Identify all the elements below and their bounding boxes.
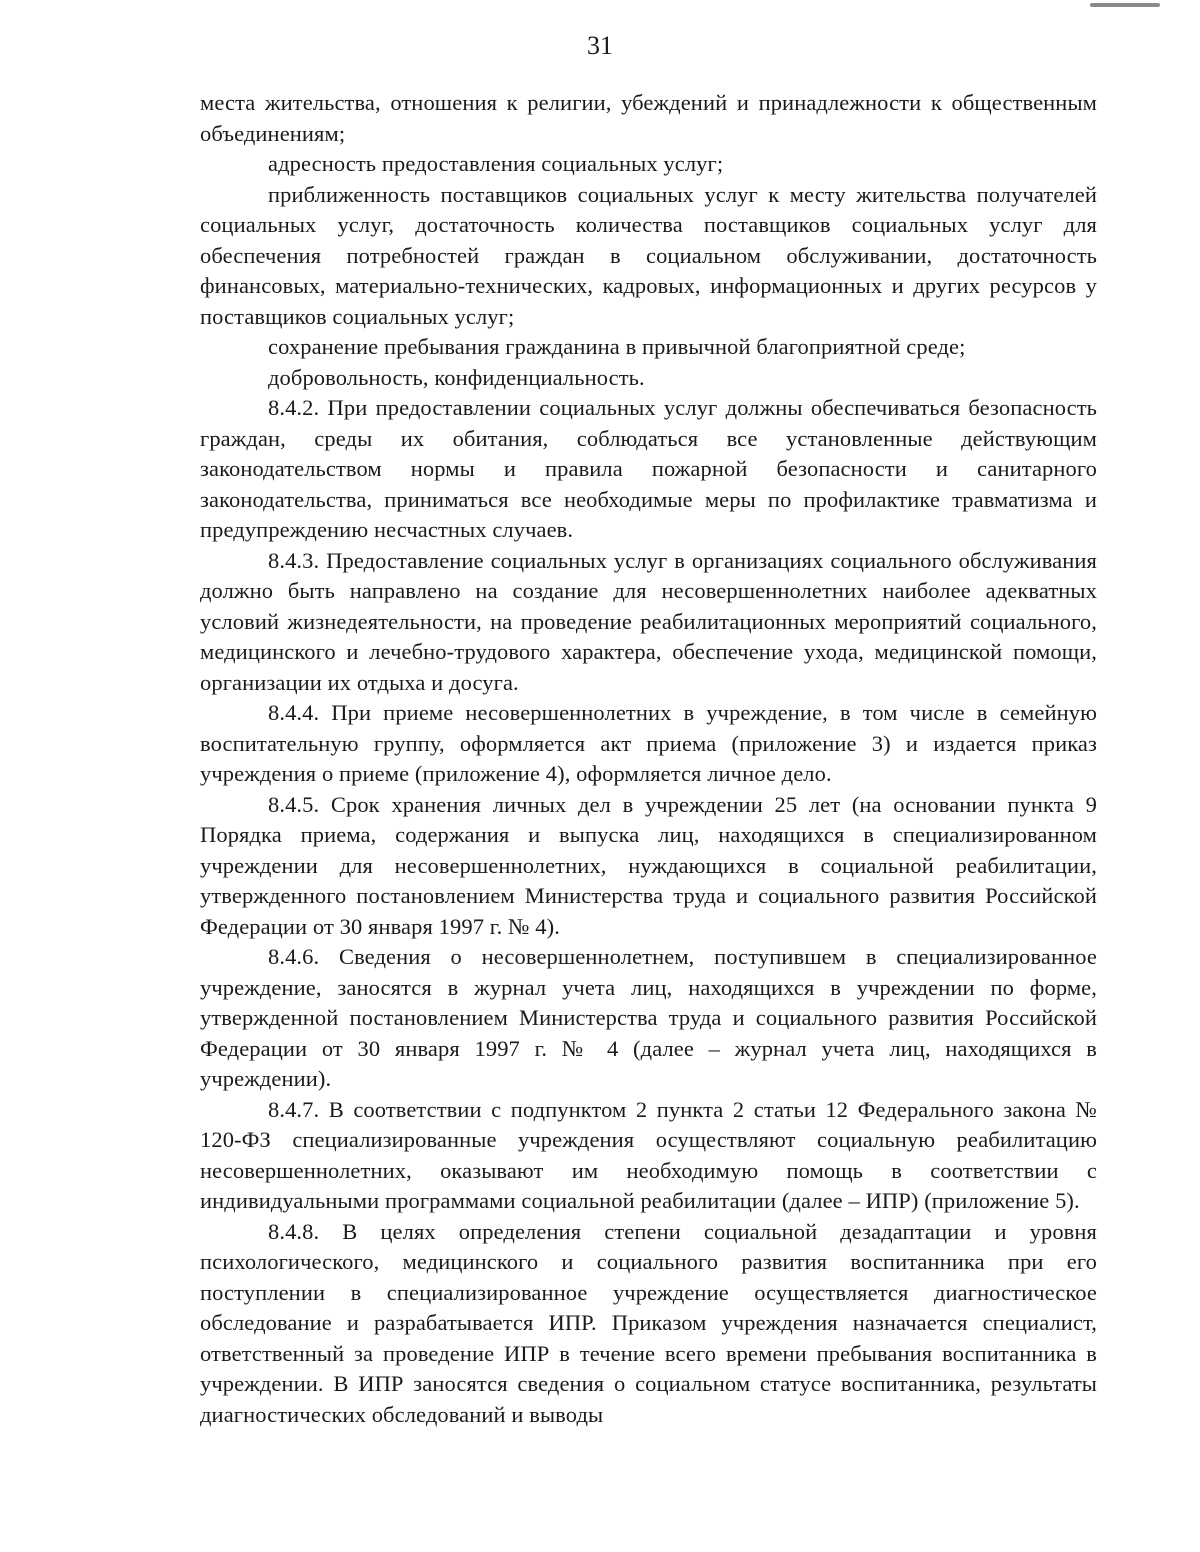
paragraph-list-item: адресность предоставления социальных услуг; xyxy=(268,151,724,176)
paragraph-list-item: добровольность, конфиденциальность. xyxy=(268,364,645,390)
paragraph-list-item: приближенность поставщиков социальных услуг к месту жительства получателей социальных услуг, достаточность количества поставщиков социальных услуг для обеспечения потребностей граждан в социальном обслуживании, достаточность финансовых, материально-технических, кадровых, информационных и других ресурсов у поставщиков социальных услуг; xyxy=(200,181,1097,329)
paragraph-section-8-4-4: 8.4.4. При приеме несовершеннолетних в учреждение, в том числе в семейную воспитательную группу, оформляется акт приема (приложение 3) и издается приказ учреждения о приеме (приложение 4), оформляется личное дело. xyxy=(200,700,1097,786)
paragraph-section-8-4-5: 8.4.5. Срок хранения личных дел в учреждении 25 лет (на основании пункта 9 Порядка приема, содержания и выпуска лиц, находящихся в специализированном учреждении для несовершеннолетних, нуждающихся в социальной реабилитации, утвержденного постановлением Министерства труда и социального развития Российской Федерации от 30 января 1997 г. № 4). xyxy=(200,791,1097,939)
page-number: 31 xyxy=(587,31,613,60)
paragraph-section-8-4-6: 8.4.6. Сведения о несовершеннолетнем, поступившем в специализированное учреждение, заносятся в журнал учета лиц, находящихся в учреждении по форме, утвержденной постановлением Министерства труда и социального развития Российской Федерации от 30 января 1997 г. № 4 (далее – журнал учета лиц, находящихся в учреждении). xyxy=(200,944,1097,1091)
paragraph-section-8-4-3: 8.4.3. Предоставление социальных услуг в организациях социального обслуживания должно быть направлено на создание для несовершеннолетних наиболее адекватных условий жизнедеятельности, на проведение реабилитационных мероприятий социального, медицинского и лечебно-трудового характера, обеспечение ухода, медицинской помощи, организации их отдыха и досуга. xyxy=(200,547,1097,695)
scan-artifact-mark xyxy=(1090,3,1160,7)
paragraph-continuation: места жительства, отношения к религии, убеждений и принадлежности к общественным объединениям; xyxy=(200,90,1097,146)
paragraph-section-8-4-8: 8.4.8. В целях определения степени социальной дезадаптации и уровня психологического, медицинского и социального развития воспитанника при его поступлении в специализированное учреждение осуществляется диагностическое обследование и разрабатывается ИПР. Приказом учреждения назначается специалист, ответственный за проведение ИПР в течение всего времени пребывания воспитанника в учреждении. В ИПР заносятся сведения о социальном статусе воспитанника, результаты диагностических обследований и выводы xyxy=(200,1218,1097,1427)
document-body xyxy=(200,88,1097,1430)
paragraph-section-8-4-2: 8.4.2. При предоставлении социальных услуг должны обеспечиваться безопасность граждан, среды их обитания, соблюдаться все установленные действующим законодательством нормы и правила пожарной безопасности и санитарного законодательства, приниматься все необходимые меры по профилактике травматизма и предупреждению несчастных случаев. xyxy=(200,395,1097,542)
paragraph-list-item: сохранение пребывания гражданина в привычной благоприятной среде; xyxy=(268,334,966,359)
paragraph-section-8-4-7: 8.4.7. В соответствии с подпунктом 2 пункта 2 статьи 12 Федерального закона № 120-ФЗ специализированные учреждения осуществляют социальную реабилитацию несовершеннолетних, оказывают им необходимую помощь в соответствии с индивидуальными программами социальной реабилитации (далее – ИПР) (приложение 5). xyxy=(200,1096,1097,1213)
